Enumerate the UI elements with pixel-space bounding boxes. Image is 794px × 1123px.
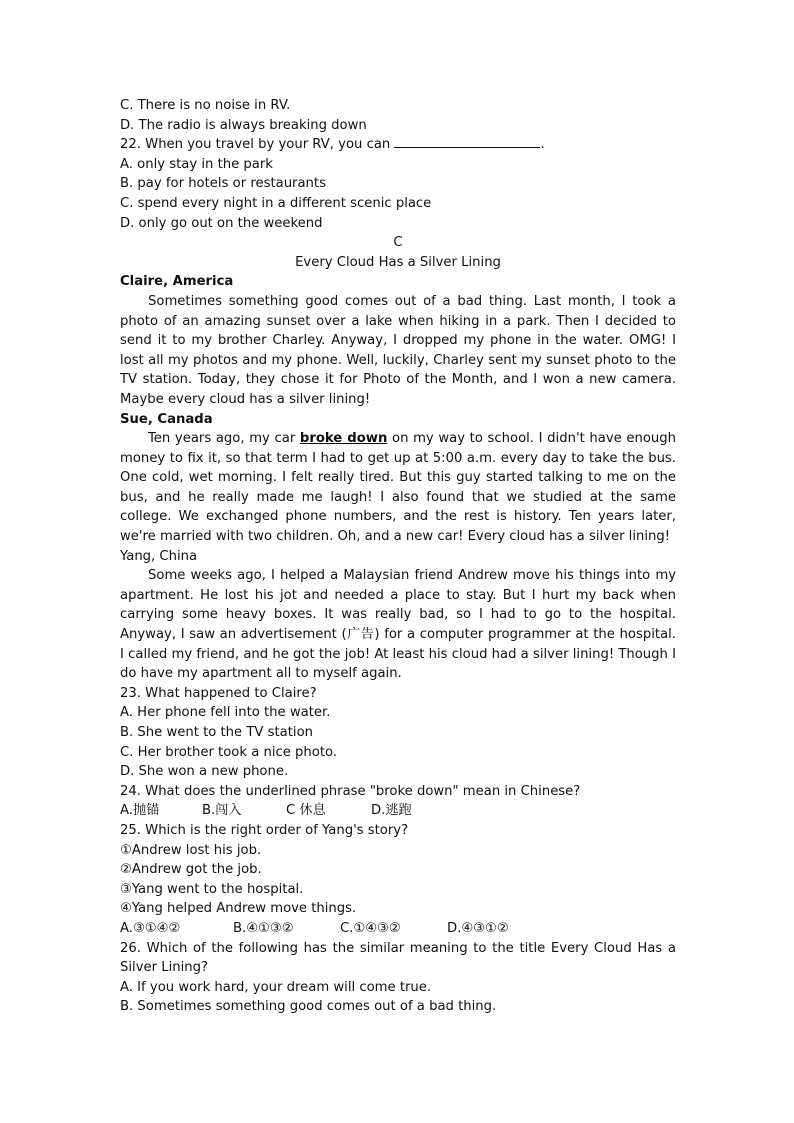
claire-heading: Claire, America	[120, 274, 234, 290]
q23-stem: 23. What happened to Claire?	[120, 685, 317, 701]
q22-stem	[120, 135, 676, 155]
q25-item-3: ③Yang went to the hospital.	[120, 881, 304, 897]
q26-stem: 26. Which of the following has the similar meaning to the title Every Cloud Has a Silver Lining?	[120, 940, 676, 976]
sue-text-after: on my way to school. I didn't have enough money to fix it, so that term I had to get up at 5:00 a.m. every day to take the bus. One cold, wet morning. I felt really tired. But this guy started talking to me on the bus, and he really made me laugh! I also found that we studied at the same college. We exchanged phone numbers, and the rest is history. Ten years later, we're married with two children. Oh, and a new car! Every cloud has a silver lining!	[120, 431, 676, 545]
sue-heading: Sue, Canada	[120, 411, 213, 427]
q25-options	[120, 919, 676, 939]
q22-option-a: A. only stay in the park	[120, 156, 273, 172]
q22-stem-text: 22. When you travel by your RV, you can	[120, 137, 391, 153]
sue-paragraph	[120, 429, 676, 547]
passage-title: Every Cloud Has a Silver Lining	[295, 254, 501, 270]
q24-stem: 24. What does the underlined phrase "broke down" mean in Chinese?	[120, 783, 581, 799]
q22-option-d: D. only go out on the weekend	[120, 215, 323, 231]
q26-option-a: A. If you work hard, your dream will come true.	[120, 979, 432, 995]
claire-paragraph: Sometimes something good comes out of a bad thing. Last month, I took a photo of an amazing sunset over a lake when hiking in a park. Then I decided to send it to my brother Charley. Anyway, I dropped my phone in the water. OMG! I lost all my photos and my phone. Well, luckily, Charley sent my sunset photo to the TV station. Today, they chose it for Photo of the Month, and I won a new camera. Maybe every cloud has a silver lining!	[120, 293, 676, 407]
q25-option-a: A.③①④②	[120, 920, 181, 936]
q21-option-d: D. The radio is always breaking down	[120, 117, 367, 133]
q24-option-a: A.抛锚	[120, 803, 160, 819]
sue-text-before: Ten years ago, my car	[148, 431, 296, 447]
q25-item-1: ①Andrew lost his job.	[120, 842, 262, 858]
q21-option-c: C. There is no noise in RV.	[120, 98, 291, 113]
q22-option-b: B. pay for hotels or restaurants	[120, 176, 326, 192]
q22-answer-blank[interactable]	[394, 135, 540, 148]
section-letter: C	[393, 235, 403, 251]
q22-stem-end: .	[540, 137, 545, 153]
q24-option-c: C 休息	[286, 803, 326, 819]
q24-option-b: B.闯入	[202, 803, 242, 819]
underlined-phrase: broke down	[299, 431, 388, 447]
yang-heading: Yang, China	[120, 548, 198, 564]
q24-options	[120, 801, 676, 821]
q23-option-a: A. Her phone fell into the water.	[120, 705, 331, 721]
q23-option-c: C. Her brother took a nice photo.	[120, 744, 338, 760]
q22-option-c: C. spend every night in a different scenic place	[120, 195, 432, 211]
q23-option-d: D. She won a new phone.	[120, 764, 289, 780]
q23-option-b: B. She went to the TV station	[120, 725, 314, 740]
exam-page	[120, 96, 676, 1017]
q26-option-b: B. Sometimes something good comes out of a bad thing.	[120, 999, 497, 1015]
q25-item-2: ②Andrew got the job.	[120, 862, 262, 878]
q25-option-b: B.④①③②	[233, 920, 294, 936]
q25-option-c: C.①④③②	[340, 920, 401, 936]
q25-option-d: D.④③①②	[447, 920, 509, 936]
q25-stem: 25. Which is the right order of Yang's story?	[120, 822, 409, 838]
q24-option-d: D.逃跑	[371, 803, 412, 819]
yang-paragraph: Some weeks ago, I helped a Malaysian friend Andrew move his things into my apartment. He lost his jot and needed a place to stay. But I hurt my back when carrying some heavy boxes. It was really bad, so I had to go to the hospital. Anyway, I saw an advertisement (广告) for a computer programmer at the hospital. I called my friend, and he got the job! At least his cloud had a silver lining! Though I do have my apartment all to myself again.	[120, 568, 676, 682]
q25-item-4: ④Yang helped Andrew move things.	[120, 901, 357, 917]
